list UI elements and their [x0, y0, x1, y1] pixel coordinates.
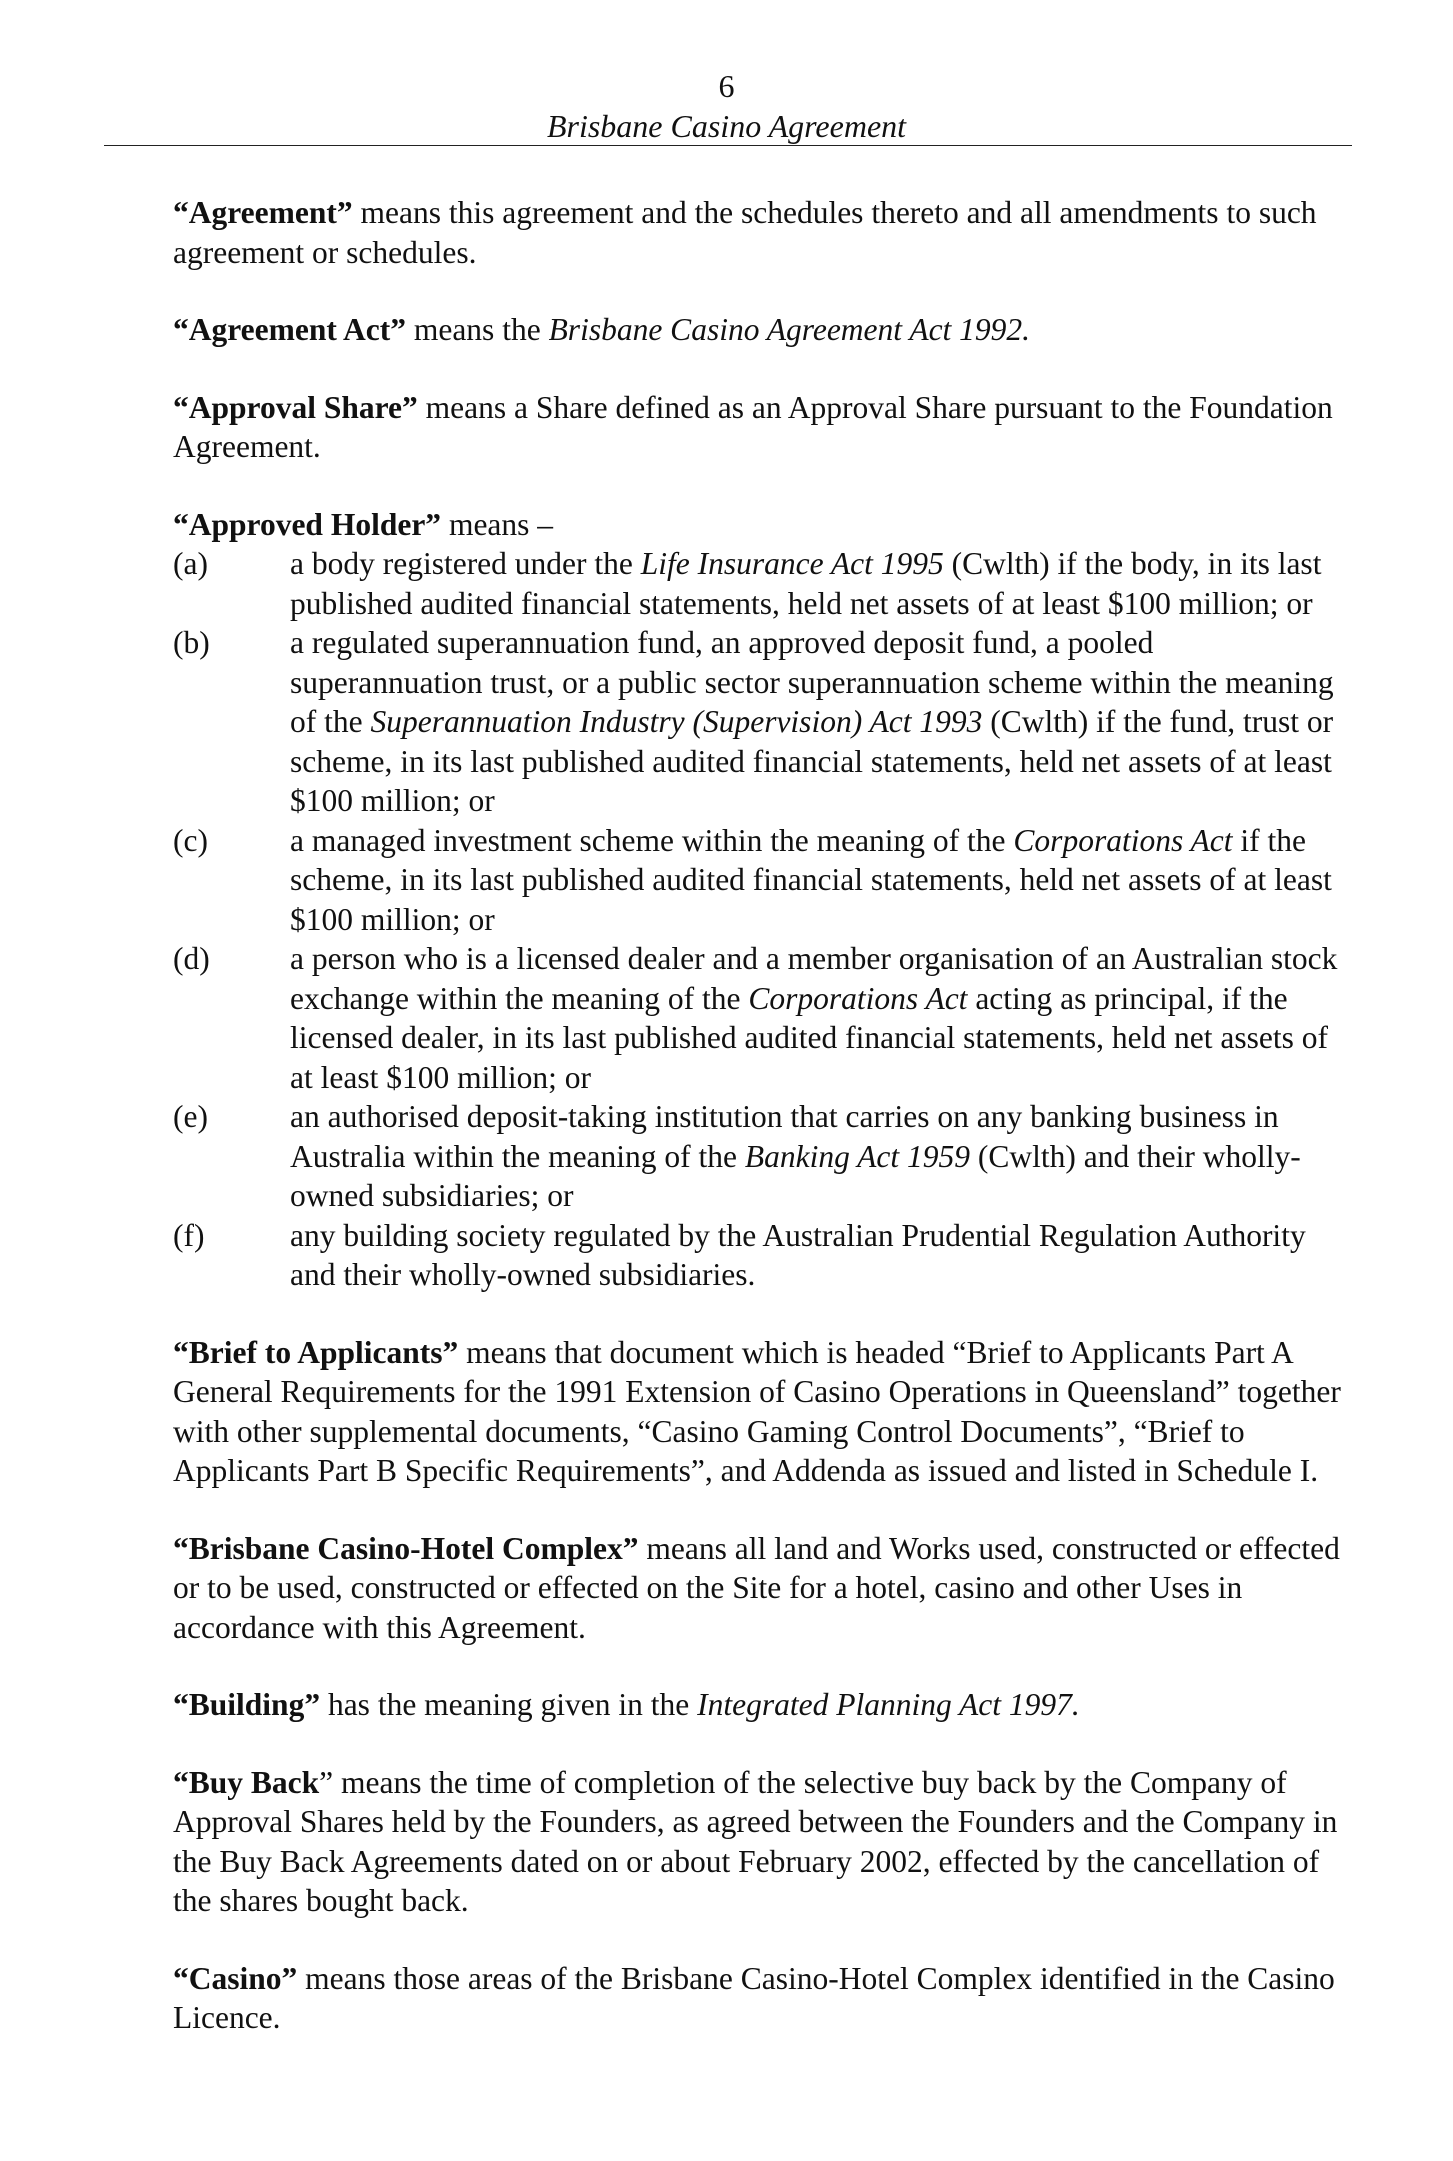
defined-term: “Agreement”: [173, 195, 353, 230]
defined-term: “Agreement Act”: [173, 312, 406, 347]
list-item-f: [173, 1216, 1348, 1295]
item-text: [290, 544, 1348, 623]
item-label: (a): [173, 546, 208, 581]
item-text-part: a person who is a licensed dealer and a member organisation of an Australian stock exchange within the meaning of the: [290, 941, 1338, 1016]
defined-term: “Brisbane Casino-Hotel Complex”: [173, 1530, 639, 1566]
item-label: (c): [173, 822, 208, 858]
item-text: [290, 1097, 1348, 1216]
defined-term: “Brief to Applicants”: [173, 1334, 459, 1370]
list-item-d: [173, 939, 1348, 1097]
item-text-part: a managed investment scheme within the meaning of the: [290, 822, 1014, 858]
page-number: 6: [718, 68, 735, 104]
act-title: Superannuation Industry (Supervision) Act 1993: [370, 704, 983, 739]
defined-term: “Building”: [173, 1687, 321, 1722]
definition-text: means that document which is headed “Brief to Applicants Part A General Requirements for the 1991 Extension of Casino Operations in Queensland” together with other supplemental documents, “Casino Gaming Control Documents”, “Brief to Applicants Part B Specific Requirements”, and Addenda as issued and listed in Schedule I.: [173, 1334, 1341, 1488]
page-title: Brisbane Casino Agreement: [546, 108, 907, 144]
definition-agreement: [173, 193, 1348, 272]
item-label: (f): [173, 1217, 205, 1253]
defined-term: “Approved Holder”: [173, 506, 442, 542]
defined-term: “Approval Share”: [173, 389, 418, 425]
item-text-part: a regulated superannuation fund, an approved deposit fund, a pooled superannuation trust, or a public sector superannuation scheme within the meaning of the: [290, 625, 1334, 739]
list-item-b: [173, 623, 1348, 821]
definition-building: [173, 1685, 1348, 1725]
item-text-part: if the scheme, in its last published audited financial statements, held net assets of at least $100 million; or: [290, 822, 1332, 937]
definition-approved-holder: [173, 505, 1348, 1295]
definition-text: means the: [405, 312, 549, 347]
definition-text: means those areas of the Brisbane Casino-Hotel Complex identified in the Casino Licence.: [173, 1960, 1335, 2035]
definition-brisbane-casino-hotel-complex: [173, 1529, 1348, 1648]
definition-buy-back: [173, 1763, 1348, 1921]
act-title: Integrated Planning Act 1997.: [697, 1687, 1080, 1722]
defined-term: “Buy Back: [173, 1764, 320, 1800]
item-text: [290, 939, 1348, 1097]
document-body: [173, 193, 1348, 2076]
act-title: Life Insurance Act 1995: [640, 546, 944, 581]
item-text-part: an authorised deposit-taking institution that carries on any banking business in Australia within the meaning of the: [290, 1099, 1279, 1174]
definition-agreement-act: [173, 310, 1348, 350]
item-text: [290, 623, 1348, 821]
item-label: (e): [173, 1099, 208, 1134]
definition-lead: [173, 505, 1348, 545]
definition-text: means –: [441, 506, 554, 542]
item-text-part: (Cwlth) if the fund, trust or scheme, in its last published audited financial statements, held net assets of at least $100 million; or: [290, 704, 1334, 818]
item-text-part: (Cwlth) if the body, in its last published audited financial statements, held net assets of at least $100 million; or: [290, 546, 1322, 621]
item-text-part: (Cwlth) and their wholly-owned subsidiaries; or: [290, 1138, 1301, 1213]
definition-approval-share: [173, 388, 1348, 467]
header-rule: [104, 145, 1352, 146]
act-title: Corporations Act: [748, 980, 968, 1016]
act-title: Corporations Act: [1013, 822, 1233, 858]
item-label: (b): [173, 625, 210, 660]
item-text: [290, 821, 1348, 940]
list-item-e: [173, 1097, 1348, 1216]
item-text-part: acting as principal, if the licensed dealer, in its last published audited financial statements, held net assets of at least $100 million; or: [290, 980, 1328, 1095]
item-label: (d): [173, 941, 210, 976]
list-item-c: [173, 821, 1348, 940]
item-text-part: a body registered under the: [290, 546, 641, 581]
defined-term: “Casino”: [173, 1960, 298, 1996]
list-item-a: [173, 544, 1348, 623]
definition-brief-to-applicants: [173, 1333, 1348, 1491]
definition-text: means a Share defined as an Approval Share pursuant to the Foundation Agreement.: [173, 389, 1333, 464]
definition-text: means this agreement and the schedules thereto and all amendments to such agreement or schedules.: [173, 195, 1317, 270]
definition-casino: [173, 1959, 1348, 2038]
act-title: Brisbane Casino Agreement Act 1992.: [548, 312, 1031, 347]
definition-text: ” means the time of completion of the selective buy back by the Company of Approval Shares held by the Founders, as agreed between the Founders and the Company in the Buy Back Agreements dated on or about February 2002, effected by the cancellation of the shares bought back.: [173, 1764, 1338, 1918]
item-text: any building society regulated by the Australian Prudential Regulation Authority and their wholly-owned subsidiaries.: [290, 1217, 1306, 1292]
definition-text: has the meaning given in the: [320, 1687, 698, 1722]
act-title: Banking Act 1959: [744, 1138, 971, 1174]
definition-text: means all land and Works used, constructed or effected or to be used, constructed or effected on the Site for a hotel, casino and other Uses in accordance with this Agreement.: [173, 1530, 1340, 1645]
